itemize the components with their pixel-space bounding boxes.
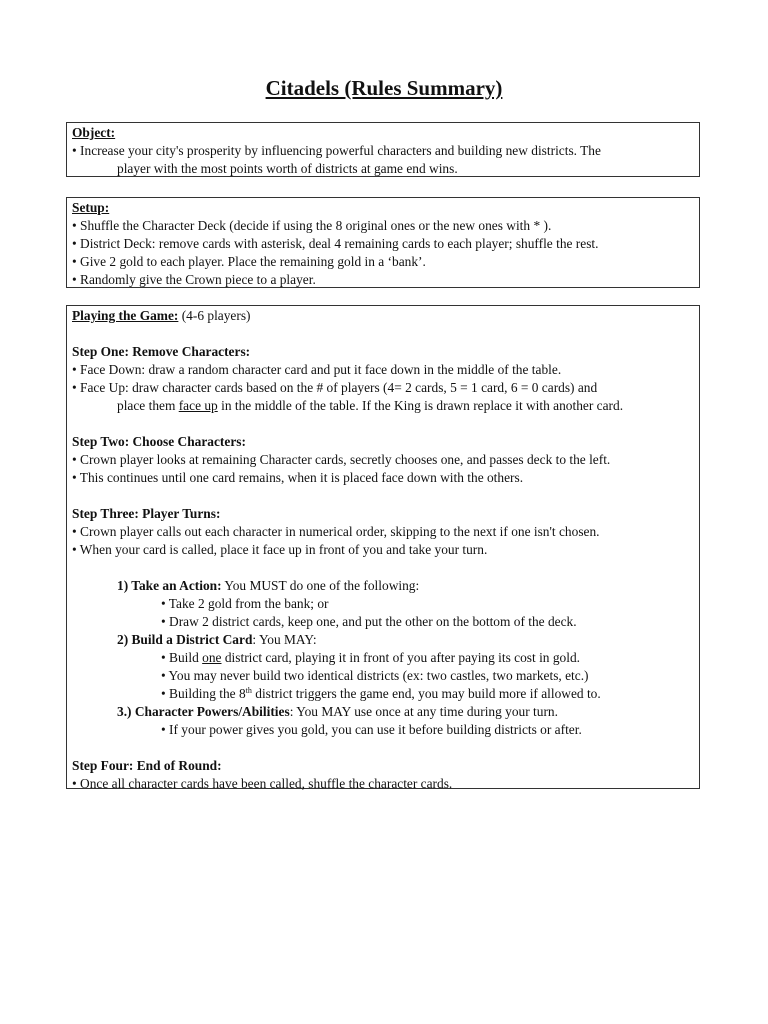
build-item-1-post: district card, playing it in front of you after paying its cost in gold. (221, 650, 581, 665)
build-item-2: • You may never build two identical districts (ex: two castles, two markets, etc.) (161, 668, 589, 683)
action-item: • Take 2 gold from the bank; or (161, 596, 329, 611)
build-line (72, 631, 694, 649)
setup-item: • Give 2 gold to each player. Place the remaining gold in a ‘bank’. (72, 254, 426, 269)
step-three-line-1: • Crown player calls out each character in numerical order, skipping to the next if one isn't chosen. (72, 524, 600, 539)
page-title: Citadels (Rules Summary) (265, 76, 503, 100)
playing-heading: Playing the Game: (72, 308, 179, 323)
object-heading: Object: (72, 125, 116, 140)
step-two-line-1: • Crown player looks at remaining Character cards, secretly chooses one, and passes deck to the left. (72, 452, 611, 467)
powers-label: 3.) Character Powers/Abilities (117, 704, 290, 719)
step-one-line-3 (72, 397, 694, 415)
setup-item: • Shuffle the Character Deck (decide if using the 8 original ones or the new ones with * ). (72, 218, 552, 233)
step-one-line-1: • Face Down: draw a random character card and put it face down in the middle of the table. (72, 362, 562, 377)
face-up-emphasis: face up (178, 398, 218, 413)
object-line-2: player with the most points worth of districts at game end wins. (117, 161, 458, 176)
step-one-heading: Step One: Remove Characters: (72, 344, 251, 359)
setup-section (66, 197, 700, 288)
setup-heading: Setup: (72, 200, 110, 215)
step-three-line-2: • When your card is called, place it face up in front of you and take your turn. (72, 542, 488, 557)
setup-item: • District Deck: remove cards with asterisk, deal 4 remaining cards to each player; shuffle the rest. (72, 236, 599, 251)
step-two-heading: Step Two: Choose Characters: (72, 434, 246, 449)
playing-section (66, 305, 700, 789)
powers-text: : You MAY use once at any time during your turn. (289, 704, 558, 719)
one-emphasis: one (202, 650, 222, 665)
setup-item: • Randomly give the Crown piece to a player. (72, 272, 316, 287)
build-item-1-pre: • Build (161, 650, 203, 665)
object-line-1: • Increase your city's prosperity by influencing powerful characters and building new districts. The (72, 143, 601, 158)
step-one-line-2: • Face Up: draw character cards based on the # of players (4= 2 cards, 5 = 1 card, 6 = 0 cards) and (72, 380, 598, 395)
step-four-heading: Step Four: End of Round: (72, 758, 222, 773)
build-text: : You MAY: (252, 632, 317, 647)
action-item: • Draw 2 district cards, keep one, and put the other on the bottom of the deck. (161, 614, 577, 629)
build-item-1 (72, 649, 694, 667)
action-label: 1) Take an Action: (117, 578, 222, 593)
playing-heading-line (72, 307, 694, 325)
step-three-heading: Step Three: Player Turns: (72, 506, 221, 521)
build-item-3-pre: • Building the 8 (161, 686, 246, 701)
step-four-line-1: • Once all character cards have been called, shuffle the character cards. (72, 776, 453, 791)
powers-line (72, 703, 694, 721)
action-text: You MUST do one of the following: (221, 578, 420, 593)
ordinal-superscript: th (245, 686, 252, 695)
step-one-line-3-post: in the middle of the table. If the King is drawn replace it with another card. (217, 398, 624, 413)
step-two-line-2: • This continues until one card remains, when it is placed face down with the others. (72, 470, 524, 485)
step-one-line-3-pre: place them (117, 398, 179, 413)
players-count: (4-6 players) (178, 308, 251, 323)
action-line (72, 577, 694, 595)
object-section (66, 122, 700, 177)
powers-item: • If your power gives you gold, you can use it before building districts or after. (161, 722, 582, 737)
build-label: 2) Build a District Card (117, 632, 253, 647)
build-item-3-post: district triggers the game end, you may build more if allowed to. (251, 686, 601, 701)
build-item-3 (72, 685, 694, 703)
